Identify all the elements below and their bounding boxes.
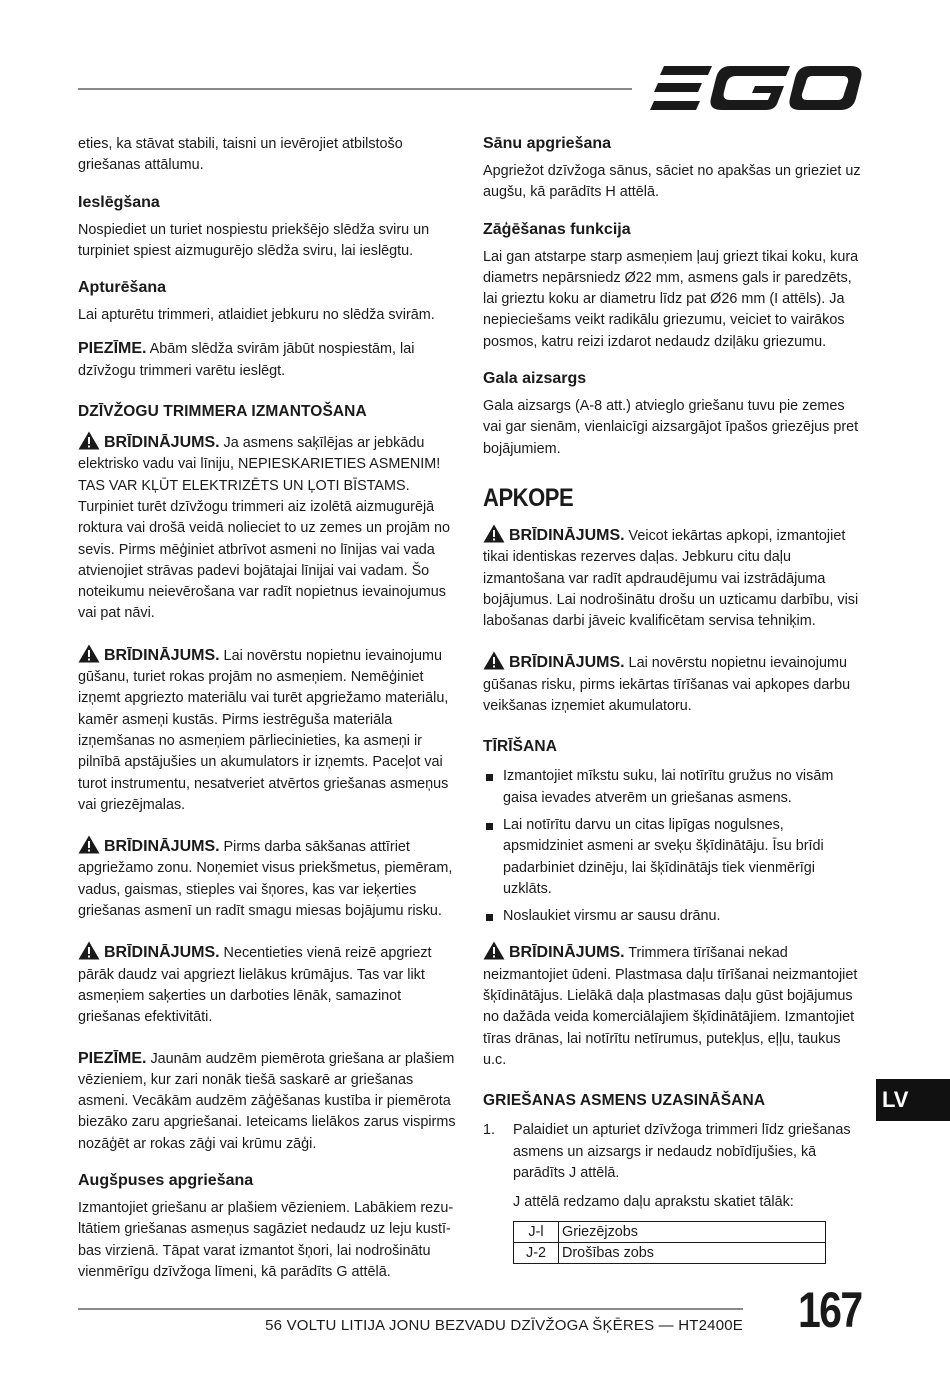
warning-clear-area (78, 835, 458, 922)
list-item: Izmantojiet mīkstu suku, lai notīrītu gružus no visām gaisa ievades atverēm un griešanas asmens. (483, 766, 863, 809)
tip-guard-paragraph: Gala aizsargs (A-8 att.) atvieglo griešanu tuvu pie zemes vai gar sienām, vienlaicīgi aizsargājot īpašos griezējus pret bojājumiem. (483, 398, 859, 457)
heading-saw-function: Zāģēšanas funkcija (483, 220, 631, 238)
warning-text: Lai novērstu nopietnu ievainojumu gūšanas risku, pirms iekārtas tīrīšanas vai apkopes darbu veikšanas izņemiet akumulatoru. (483, 655, 851, 715)
warning-electric-wire (78, 431, 458, 625)
top-trimming-paragraph: Izmantojiet griešanu ar plašiem vēzieniem. Labākiem rezu-ltātiem griešanas asmeņus sagāziet nedaudz uz leju kustī-bas virzienā. Tāpat varat izmantot šņori, lai nodrošinātu vienmērīgu dzīvžoga līmeni, kā parādīts G attēlā. (78, 1199, 454, 1280)
table-row (514, 1222, 826, 1243)
heading-cleaning: TĪRĪŠANA (483, 738, 557, 756)
switch-on-paragraph: Nospiediet un turiet nospiestu priekšējo slēdža sviru un turpiniet spiest aizmugurējo slēdža sviru, lai ieslēgtu. (78, 221, 430, 259)
bullet-square-icon (486, 774, 493, 781)
warning-text: Necentieties vienā reizē apgriezt pārāk daudz vai apgriezt lielākus krūmājus. Tas var likt asmeņiem saķerties un darboties lēnāk, samazinot griešanas efektivitāti. (78, 945, 432, 1026)
warning-label: BRĪDINĀJUMS. (509, 944, 625, 962)
warning-triangle-icon (483, 524, 505, 543)
table-cell: J-2 (514, 1243, 559, 1264)
note-text: Jaunām audzēm piemērota griešana ar plašiem vēzieniem, kur zari nonāk tiešā saskarē ar griešanas asmeni. Vecākām audzēm zāģēšanas kustība ir piemērota biezāko zaru apgriešanai. Ieteicams lielākos zarus vispirms nozāģēt ar rokas zāģi vai krūmu zāģi. (78, 1050, 456, 1152)
sharpening-steps (483, 1120, 863, 1184)
warning-triangle-icon (78, 431, 100, 450)
warning-text: Pirms darba sākšanas attīriet apgriežamo zonu. Noņemiet visus priekšmetus, piemēram, vadus, gaismas, stieples vai šņores, kas var ieķerties griešanas asmenī un radīt smagu miesas bojājumu risku. (78, 839, 453, 920)
warning-spare-parts (483, 524, 863, 632)
warning-triangle-icon (78, 835, 100, 854)
warning-text: Lai novērstu nopietnu ievainojumu gūšanu, turiet rokas projām no asmeņiem. Nemēģiniet izņemt apgriezto materiālu vai turēt apgriežamo materiālu, kamēr asmeņi kustās. Pirms iestrēguša materiāla izņemšanas no asmeņiem pārliecinieties, ka asmeņi ir pilnībā apstājušies un akumulators ir izņemts. Paceļot vai turot instrumentu, nesatveriet atvērtos griešanas asmeņus vai griezējmalas. (78, 647, 449, 813)
table-cell: Griezējzobs (559, 1222, 826, 1243)
bullet-square-icon (486, 914, 493, 921)
stopping-paragraph: Lai apturētu trimmeri, atlaidiet jebkuru no slēdža svirām. (78, 307, 435, 324)
table-cell: J-l (514, 1222, 559, 1243)
parts-intro: J attēlā redzamo daļu aprakstu skatiet tālāk: (513, 1194, 794, 1211)
right-column (483, 134, 863, 1264)
warning-triangle-icon (483, 941, 505, 960)
note-cutting-technique (78, 1048, 458, 1155)
warning-overcut (78, 941, 458, 1028)
ego-logo (650, 62, 862, 114)
heading-maintenance: APKOPE (483, 483, 574, 512)
warning-label: BRĪDINĀJUMS. (104, 944, 220, 962)
saw-function-paragraph: Lai gan atstarpe starp asmeņiem ļauj griezt tikai koku, kura diametrs nepārsniedz Ø22 mm, asmens gals ir paredzēts, lai grieztu koku ar diametru līdz pat Ø26 mm (I attēls). Ja nepieciešams veikt radikālu griezumu, veiciet to vairākos posmos, katru reizi izdarot nedaudz dziļāku griezumu. (483, 248, 859, 350)
warning-text: Trimmera tīrīšanai nekad neizmantojiet ūdeni. Plastmasa daļu tīrīšanai neizmantojiet šķīdinātājus. Lielākā daļa plastmasas daļu gūst bojājumus no dažāda veida komerciālajiem šķīdinātājiem. Izmantojiet tīras drānas, lai notīrītu netīrumus, putekļus, eļļu, taukus u.c. (483, 945, 858, 1068)
heading-tip-guard: Gala aizsargs (483, 370, 587, 388)
warning-label: BRĪDINĀJUMS. (509, 526, 625, 544)
header-rule (78, 88, 632, 90)
note-label: PIEZĪME. (78, 1049, 147, 1067)
language-tab: LV (876, 1079, 950, 1121)
heading-top-trimming: Augšpuses apgriešana (78, 1171, 254, 1189)
warning-label: BRĪDINĀJUMS. (104, 838, 220, 856)
intro-paragraph: eties, ka stāvat stabili, taisni un ievērojiet atbilstošo griešanas attālumu. (78, 136, 403, 174)
note-label: PIEZĪME. (78, 340, 147, 358)
warning-text: Ja asmens saķīlējas ar jebkādu elektrisko vadu vai līniju, NEPIESKARIETIES ASMENIM! TAS VAR KĻŪT ELEKTRIZĒTS UN ĻOTI BĪSTAMS. Turpiniet turēt dzīvžogu trimmeri aiz izolētā aizmugurējā roktura vai drošā veidā nolieciet to uz zemes un projām no sevis. Pirms mēģiniet atbrīvot asmeni no līnijas vai vada atvienojiet strāvas padevi bojātajai līnijai vai vadam. Šo noteikumu neievērošana var radīt nopietnus ievainojumus vai pat nāvi. (78, 435, 450, 622)
side-trimming-paragraph: Apgriežot dzīvžoga sānus, sāciet no apakšas un grieziet uz augšu, kā parādīts H attēlā. (483, 163, 861, 201)
warning-label: BRĪDINĀJUMS. (104, 434, 220, 452)
list-item: Lai notīrītu darvu un citas lipīgas nogulsnes, apsmidziniet asmeni ar sveķu šķīdinātāju. Īsu brīdi padarbiniet dzinēju, lai šķīdinātājs tiek vienmērīgi uzklāts. (483, 815, 863, 900)
warning-label: BRĪDINĀJUMS. (509, 654, 625, 672)
list-item: Noslaukiet virsmu ar sausu drānu. (483, 906, 863, 927)
warning-triangle-icon (78, 644, 100, 663)
footer-title: 56 VOLTU LITIJA JONU BEZVADU DZĪVŽOGA ŠĶĒRES — HT2400E (265, 1317, 743, 1334)
warning-triangle-icon (483, 651, 505, 670)
warning-no-water (483, 941, 863, 1071)
heading-switch-on: Ieslēgšana (78, 193, 160, 211)
table-row (514, 1243, 826, 1264)
note-text: Abām slēdža svirām jābūt nospiestām, lai dzīvžogu trimmeri varētu ieslēgt. (78, 341, 415, 379)
heading-trimmer-usage: DZĪVŽOGU TRIMMERA IZMANTOŠANA (78, 403, 367, 421)
warning-text: Veicot iekārtas apkopi, izmantojiet tikai identiskas rezerves daļas. Jebkuru citu daļu izmantošana var radīt apdraudējumu vai izstrādājuma bojājumus. Lai nodrošinātu drošu un uzticamu darbību, visi labošanas darbi jāveic kvalificētam servisa tehniķim. (483, 527, 859, 630)
warning-hands-away (78, 644, 458, 816)
warning-label: BRĪDINĀJUMS. (104, 646, 220, 664)
heading-stopping: Apturēšana (78, 279, 167, 297)
heading-side-trimming: Sānu apgriešana (483, 135, 612, 152)
page-number: 167 (798, 1282, 862, 1338)
cleaning-list (483, 766, 863, 927)
parts-table (513, 1221, 826, 1264)
list-item: 1. Palaidiet un apturiet dzīvžoga trimmeri līdz griešanas asmens un aizsargs ir nedaudz nobīdījušies, kā parādīts J attēlā. (483, 1122, 851, 1181)
heading-blade-sharpening: GRIEŠANAS ASMENS UZASINĀŠANA (483, 1092, 766, 1110)
bullet-square-icon (486, 823, 493, 830)
footer-rule (78, 1308, 743, 1310)
table-cell: Drošības zobs (559, 1243, 826, 1264)
left-column (78, 134, 458, 1295)
warning-remove-battery (483, 651, 863, 717)
note-switch-levers (78, 338, 458, 382)
warning-triangle-icon (78, 941, 100, 960)
